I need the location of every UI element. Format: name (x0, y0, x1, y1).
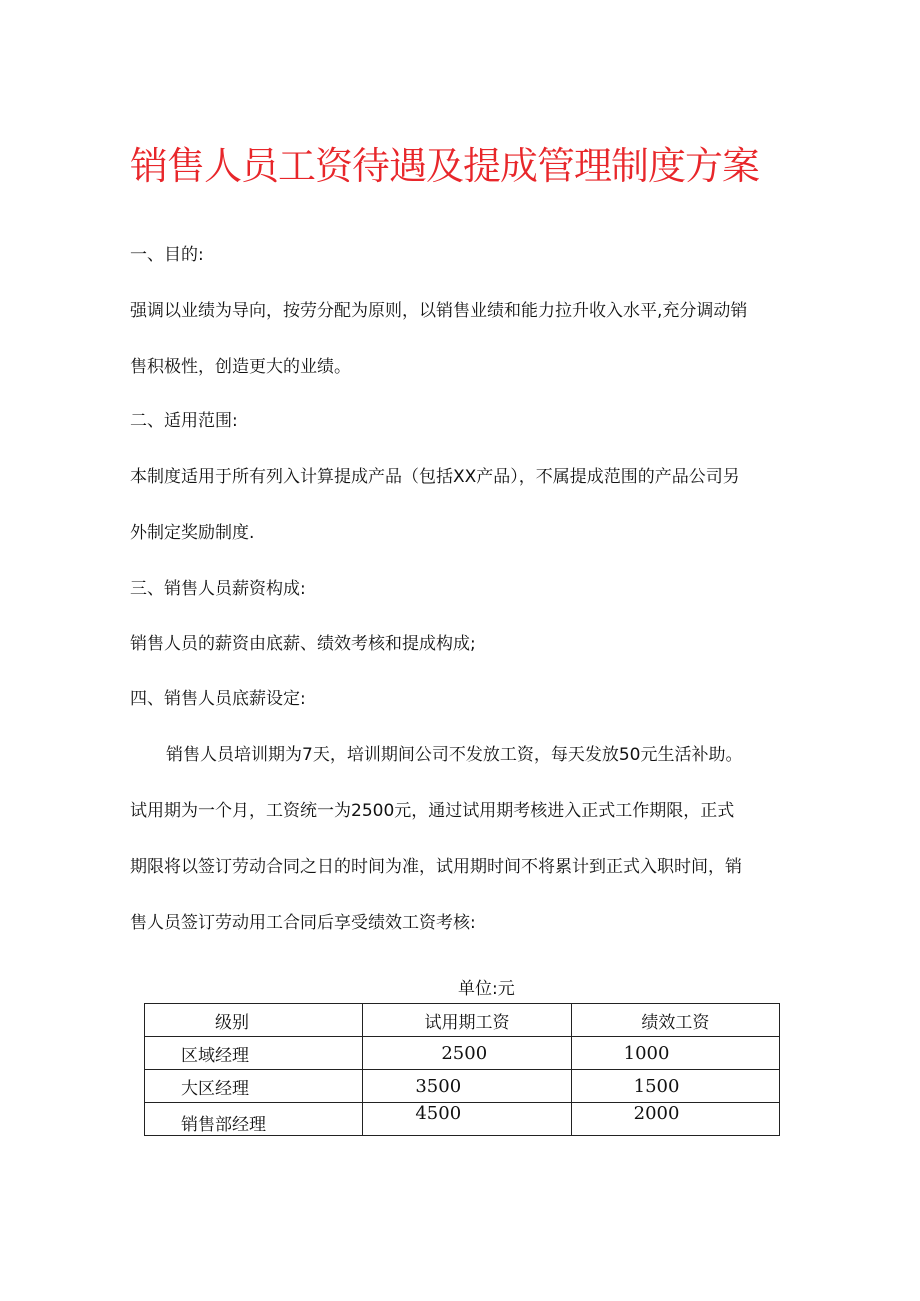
table-row (145, 1103, 780, 1136)
section-heading-salary-structure: 三、销售人员薪资构成: (130, 579, 306, 599)
section-heading-scope: 二、适用范围: (130, 411, 238, 431)
paragraph-scope-line-1: 本制度适用于所有列入计算提成产品（包括XX产品），不属提成范围的产品公司另 (130, 467, 740, 487)
table-row (145, 1037, 780, 1070)
header-trial-salary: 试用期工资 (363, 1004, 571, 1037)
table-row (145, 1070, 780, 1103)
paragraph-purpose-line-2: 售积极性，创造更大的业绩。 (130, 357, 351, 377)
cell-performance-salary: 1000 (571, 1037, 779, 1070)
cell-performance-salary: 1500 (571, 1070, 779, 1103)
cell-trial-salary: 3500 (363, 1070, 571, 1103)
cell-level: 大区经理 (145, 1070, 363, 1103)
cell-trial-salary: 2500 (363, 1037, 571, 1070)
salary-table (144, 1003, 780, 1136)
table-header-row (145, 1004, 780, 1037)
paragraph-base-salary-line-4: 售人员签订劳动用工合同后享受绩效工资考核: (130, 913, 476, 933)
section-heading-base-salary: 四、销售人员底薪设定: (130, 689, 306, 709)
paragraph-salary-structure: 销售人员的薪资由底薪、绩效考核和提成构成; (130, 634, 476, 654)
cell-performance-salary: 2000 (571, 1103, 779, 1136)
paragraph-purpose-line-1: 强调以业绩为导向，按劳分配为原则，以销售业绩和能力拉升收入水平,充分调动销 (130, 301, 748, 321)
cell-level: 区域经理 (145, 1037, 363, 1070)
header-performance-salary: 绩效工资 (571, 1004, 779, 1037)
paragraph-base-salary-line-2: 试用期为一个月，工资统一为2500元，通过试用期考核进入正式工作期限，正式 (130, 801, 735, 821)
cell-trial-salary: 4500 (363, 1103, 571, 1136)
paragraph-base-salary-line-3: 期限将以签订劳动合同之日的时间为准，试用期时间不将累计到正式入职时间，销 (130, 857, 742, 877)
paragraph-scope-line-2: 外制定奖励制度. (130, 523, 255, 543)
document-title: 销售人员工资待遇及提成管理制度方案 (130, 144, 760, 188)
paragraph-base-salary-line-1: 销售人员培训期为7天，培训期间公司不发放工资，每天发放50元生活补助。 (166, 745, 743, 765)
table-unit-label: 单位:元 (458, 979, 515, 999)
section-heading-purpose: 一、目的: (130, 245, 204, 265)
header-level: 级别 (145, 1004, 363, 1037)
cell-level: 销售部经理 (145, 1103, 363, 1136)
